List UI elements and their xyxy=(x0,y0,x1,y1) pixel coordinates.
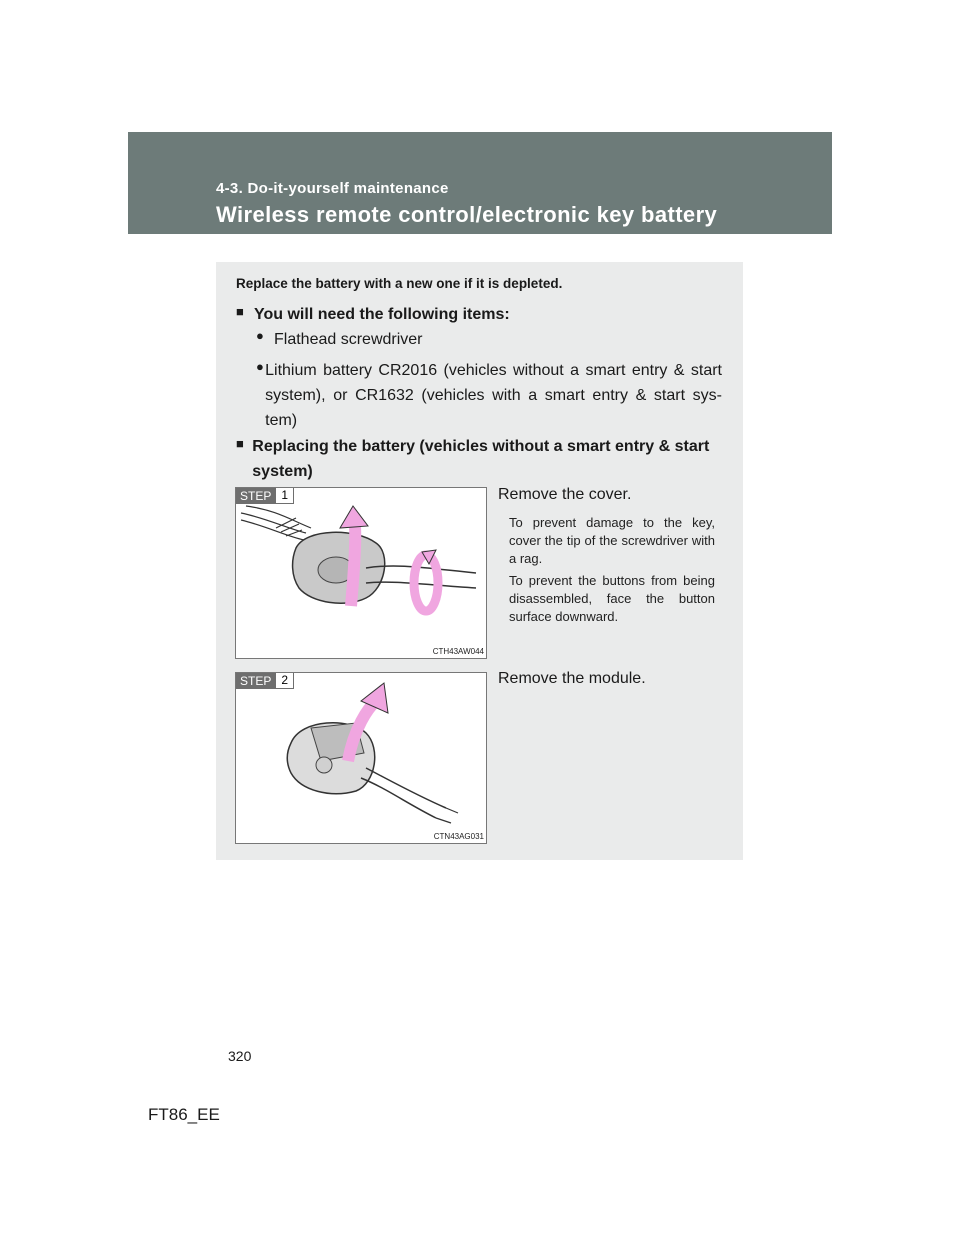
step-badge: STEP 2 xyxy=(236,673,294,689)
content-panel xyxy=(216,262,743,860)
step-1-note-2: To prevent the buttons from being disassembled, face the button surface downward. xyxy=(509,573,715,624)
step-1-figure xyxy=(235,487,487,659)
section-label: 4-3. Do-it-yourself maintenance xyxy=(216,180,449,197)
key-module-removal-illustration xyxy=(236,673,486,843)
intro-text: Replace the battery with a new one if it is depleted. xyxy=(236,276,563,291)
key-cover-removal-illustration xyxy=(236,488,486,658)
page-number: 320 xyxy=(228,1048,252,1064)
section-header xyxy=(128,132,832,234)
items-heading: ■ You will need the following items: xyxy=(236,302,510,327)
filled-square-icon: ■ xyxy=(236,304,244,319)
step-2-figure xyxy=(235,672,487,844)
filled-square-icon: ■ xyxy=(236,436,244,451)
filled-circle-icon: ● xyxy=(256,359,264,374)
document-id: FT86_EE xyxy=(148,1105,220,1124)
step-badge: STEP 1 xyxy=(236,488,294,504)
list-item: ● Flathead screwdriver xyxy=(256,327,726,352)
list-item: ● Lithium battery CR2016 (vehicles without a smart entry & start system), or CR1632 (vehicles with a smart entry & start sys-tem) xyxy=(256,358,722,433)
replace-heading: ■ Replacing the battery (vehicles without a smart entry & start system) xyxy=(236,434,724,484)
filled-circle-icon: ● xyxy=(256,328,264,343)
step-1-instruction: Remove the cover. xyxy=(498,486,632,503)
step-2-instruction: Remove the module. xyxy=(498,670,646,687)
page-title: Wireless remote control/electronic key battery xyxy=(216,202,718,227)
figure-code: CTH43AW044 xyxy=(432,647,484,656)
figure-code: CTN43AG031 xyxy=(433,832,484,841)
step-1-note-1: To prevent damage to the key, cover the tip of the screwdriver with a rag. xyxy=(509,515,715,566)
